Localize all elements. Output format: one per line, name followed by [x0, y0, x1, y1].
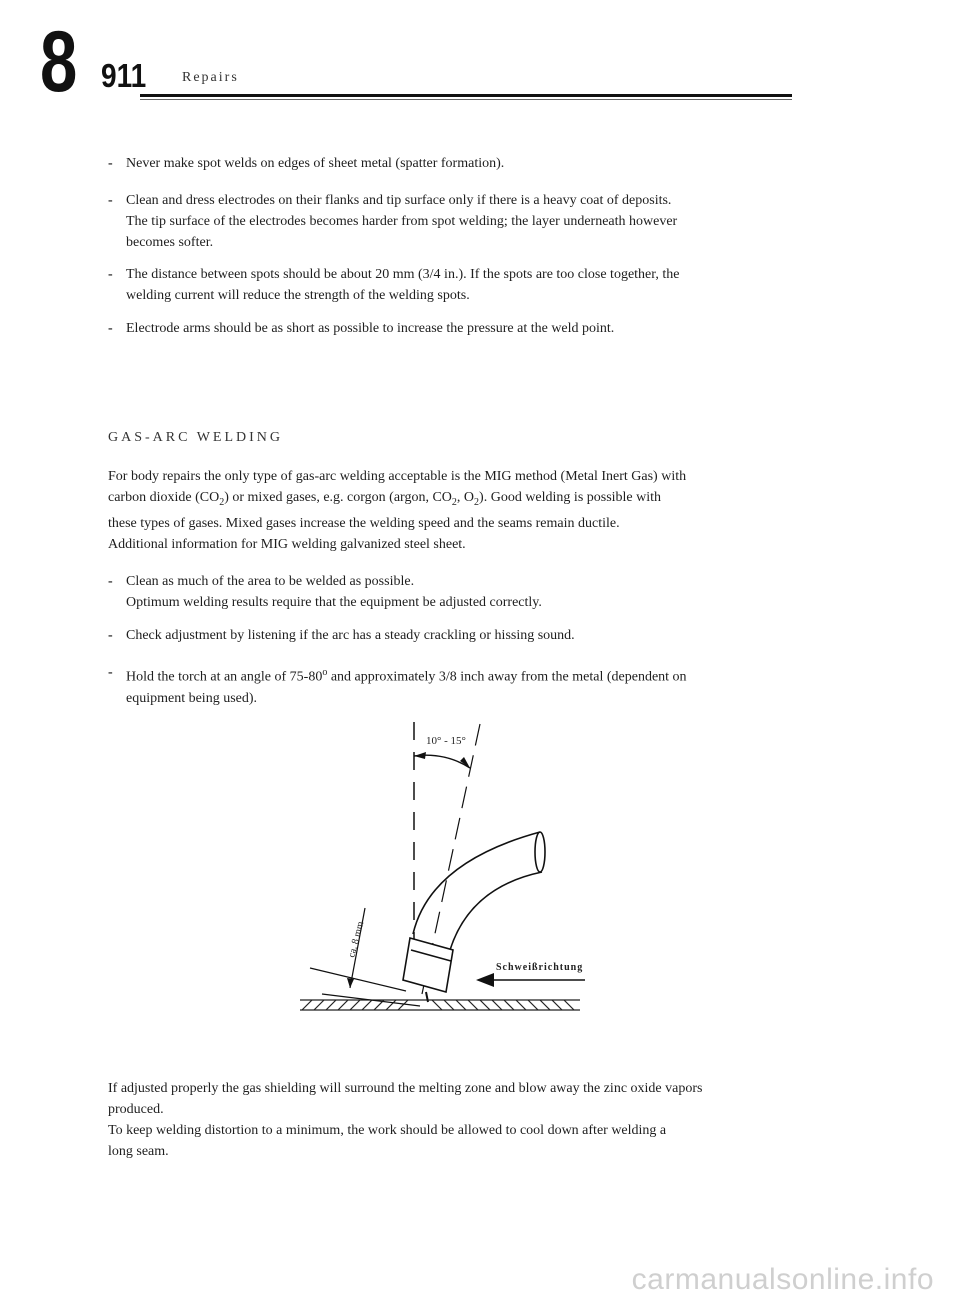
bullet-text	[126, 662, 798, 688]
paragraph-line: long seam.	[108, 1144, 169, 1159]
bullet-item	[108, 318, 798, 339]
text-run: , O	[456, 490, 475, 505]
bullet-dash: -	[108, 665, 113, 680]
welding-torch-diagram	[280, 712, 620, 1032]
text-run: Hold the torch at an angle of 75-80	[126, 669, 323, 685]
bullet-dash: -	[108, 574, 113, 589]
distance-label: ca. 8 mm	[346, 920, 367, 959]
bullet-dash: -	[108, 193, 113, 208]
direction-label: Schweißrichtung	[496, 962, 584, 973]
text-run: ). Good welding is possible with	[479, 490, 662, 505]
paragraph-line: these types of gases. Mixed gases increase the welding speed and the seams remain ductile.	[108, 515, 620, 531]
text-run: and approximately 3/8 inch away from the metal (dependent on	[327, 669, 687, 685]
bullet-text: Clean and dress electrodes on their flanks and tip surface only if there is a heavy coat of deposits.	[126, 193, 672, 208]
bullet-text: Optimum welding results require that the equipment be adjusted correctly.	[126, 595, 542, 610]
bullet-item	[108, 190, 798, 253]
bullet-text: Check adjustment by listening if the arc has a steady crackling or hissing sound.	[126, 628, 575, 643]
header-rule-thin	[140, 99, 792, 100]
workpiece-hatch	[300, 1000, 580, 1010]
model-number: 911	[101, 57, 147, 94]
bullet-dash: -	[108, 267, 113, 282]
torch-nozzle	[403, 938, 453, 992]
bullet-item	[108, 662, 798, 709]
bullet-text: The distance between spots should be about 20 mm (3/4 in.). If the spots are too close together, the	[126, 267, 680, 282]
paragraph-line: If adjusted properly the gas shielding will surround the melting zone and blow away the zinc oxide vapors	[108, 1081, 703, 1096]
paragraph-line: produced.	[108, 1102, 164, 1117]
paragraph	[108, 466, 798, 534]
header-rule	[140, 94, 792, 97]
bullet-text: equipment being used).	[126, 690, 258, 706]
bullet-text: becomes softer.	[126, 235, 214, 250]
bullet-text: Never make spot welds on edges of sheet metal (spatter formation).	[126, 156, 505, 171]
subscript: 2	[451, 496, 457, 508]
text-run: ) or mixed gases, e.g. corgon (argon, CO	[224, 490, 452, 505]
section-number: 8	[40, 14, 76, 110]
bullet-item	[108, 625, 798, 646]
bullet-dash: -	[108, 321, 113, 336]
text-run: carbon dioxide (CO	[108, 490, 220, 505]
paragraph-line	[108, 490, 662, 508]
bullet-dash: -	[108, 156, 113, 171]
watermark: carmanualsonline.info	[631, 1263, 934, 1296]
distance-indicator	[310, 908, 420, 1006]
angle-arrow-left	[414, 752, 426, 759]
torch-body	[413, 832, 545, 950]
subscript: 2	[474, 496, 480, 508]
bullet-dash: -	[108, 628, 113, 643]
direction-arrow-head	[476, 973, 494, 987]
paragraph-line: For body repairs the only type of gas-arc welding acceptable is the MIG method (Metal Inert Gas) with	[108, 469, 687, 484]
distance-arrow	[347, 978, 354, 988]
bullet-text: The tip surface of the electrodes becomes harder from spot welding; the layer underneath however	[126, 214, 678, 229]
paragraph	[108, 1078, 798, 1162]
bullet-text: Electrode arms should be as short as possible to increase the pressure at the weld point.	[126, 321, 615, 336]
superscript: o	[322, 667, 328, 678]
angle-label: 10° - 15°	[426, 735, 466, 747]
bullet-text: Clean as much of the area to be welded as possible.	[126, 574, 415, 589]
bullet-item	[108, 264, 798, 306]
bullet-item	[108, 571, 798, 613]
bullet-item	[108, 153, 798, 174]
paragraph: Additional information for MIG welding galvanized steel sheet.	[108, 537, 466, 552]
header-title: Repairs	[182, 70, 239, 85]
section-heading: GAS-ARC WELDING	[108, 430, 284, 445]
subscript: 2	[219, 496, 225, 508]
bullet-text: welding current will reduce the strength of the welding spots.	[126, 288, 470, 303]
paragraph-line: To keep welding distortion to a minimum, the work should be allowed to cool down after welding a	[108, 1123, 667, 1138]
